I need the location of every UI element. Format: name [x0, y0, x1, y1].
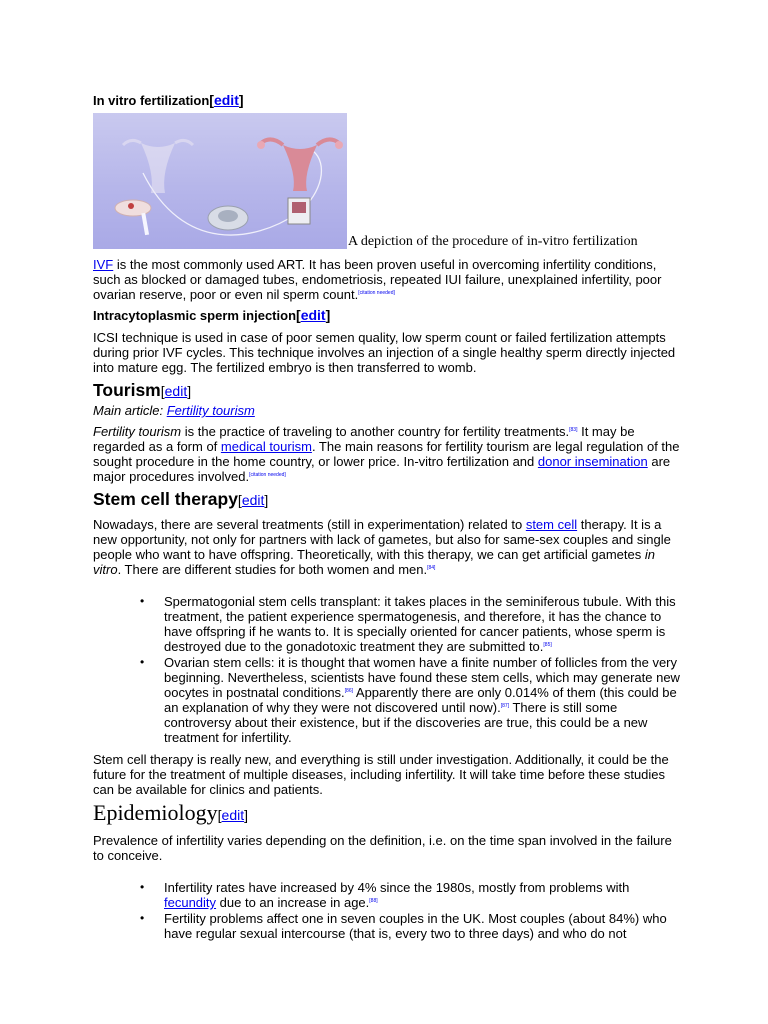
petri-dish-icon	[115, 200, 151, 216]
tourism-edit-link[interactable]: edit	[164, 383, 188, 399]
list-item: • Infertility rates have increased by 4% since the 1980s, mostly from problems with fecundity due to an increase in age.[88]	[93, 880, 683, 910]
syringe-icon	[141, 213, 149, 235]
stem-cell-link[interactable]: stem cell	[525, 517, 578, 532]
ref-88[interactable]: [88]	[369, 898, 378, 904]
ivf-illustration	[93, 113, 347, 249]
list-item: • Ovarian stem cells: it is thought that women have a finite number of follicles from the very beginning. Nevertheless, scientists have found these stem cells, which may generate new oocytes in postnatal conditions.[86] Apparently there are only 0.014% of them (this could be an explanation of why they were not discovered until now).[87] There is still some controversy about their existence, but if the discoveries are true, this could be a new treatment for infertility.	[93, 655, 683, 745]
ref-84[interactable]: [84]	[427, 565, 436, 571]
stem-cell-edit-link[interactable]: edit	[241, 492, 265, 508]
monitor-icon	[288, 198, 310, 224]
citation-needed[interactable]: [citation needed]	[249, 472, 286, 478]
tourism-heading: Tourism[edit]	[93, 380, 192, 400]
icsi-edit-link[interactable]: edit	[300, 307, 326, 323]
fecundity-link[interactable]: fecundity	[164, 895, 217, 910]
fertility-tourism-link[interactable]: Fertility tourism	[166, 403, 255, 418]
stem-cell-paragraph-2: Stem cell therapy is really new, and everything is still under investigation. Additionally, it could be the future for the treatment of multiple diseases, including infertility. It will take time before these studies can be available for clinics and patients.	[93, 752, 669, 797]
ivf-heading: In vitro fertilization[edit]	[93, 92, 244, 108]
stem-cell-list	[93, 594, 683, 745]
ivf-figure	[93, 113, 683, 249]
donor-insemination-link[interactable]: donor insemination	[537, 454, 648, 469]
epidemiology-edit-link[interactable]: edit	[221, 807, 245, 823]
list-item: • Spermatogonial stem cells transplant: it takes places in the seminiferous tubule. With this treatment, the patient experience spermatogenesis, and therefore, it has the chance to have offspring if he wants to. It is specially oriented for cancer patients, whose sperm is destroyed due to the gonadotoxic treatment they are submitted to.[85]	[93, 594, 683, 654]
article-body	[93, 92, 683, 941]
ref-83[interactable]: [83]	[569, 427, 578, 433]
epidemiology-heading: Epidemiology[edit]	[93, 800, 249, 825]
list-item: • Fertility problems affect one in seven couples in the UK. Most couples (about 84%) who have regular sexual intercourse (that is, every two to three days) and who do not	[93, 911, 683, 941]
ivf-edit-link[interactable]: edit	[213, 92, 239, 108]
epidemiology-paragraph: Prevalence of infertility varies depending on the definition, i.e. on the time span involved in the failure to conceive.	[93, 833, 672, 863]
uterus-left-icon	[123, 140, 193, 193]
main-article-note: Main article: Fertility tourism	[93, 403, 255, 418]
uterus-right-icon	[257, 139, 343, 191]
ivf-procedure-illustration	[93, 113, 347, 249]
stem-cell-paragraph-1: Nowadays, there are several treatments (still in experimentation) related to stem cell therapy. It is a new opportunity, not only for partners with lack of gametes, but also for same-sex couples and single people who want to have offspring. Theoretically, with this therapy, we can get artificial gametes in vitro. There are different studies for both women and men.[84]	[93, 517, 671, 577]
ivf-link[interactable]: IVF	[93, 257, 114, 272]
ref-86[interactable]: [86]	[344, 688, 354, 694]
epidemiology-list	[93, 880, 683, 941]
ref-87[interactable]: [87]	[500, 703, 510, 709]
medical-tourism-link[interactable]: medical tourism	[220, 439, 312, 454]
citation-needed[interactable]: [citation needed]	[358, 290, 395, 296]
icsi-paragraph: ICSI technique is used in case of poor semen quality, low sperm count or failed fertilization attempts during prior IVF cycles. This technique involves an injection of a single healthy sperm directly injected into mature egg. The fertilized embryo is then transferred to womb.	[93, 330, 676, 375]
figure-caption: A depiction of the procedure of in-vitro fertilization	[348, 234, 638, 249]
tourism-paragraph: Fertility tourism is the practice of traveling to another country for fertility treatments.[83] It may be regarded as a form of medical tourism. The main reasons for fertility tourism are legal regulation of the sought procedure in the home country, or lower price. In-vitro fertilization and donor insemination are major procedures involved.[citation needed]	[93, 424, 680, 484]
ivf-paragraph: IVF is the most commonly used ART. It has been proven useful in overcoming infertility conditions, such as blocked or damaged tubes, endometriosis, repeated IUI failure, unexplained infertility, poor ovarian reserve, poor or even nil sperm count.[citation needed]	[93, 257, 662, 302]
icsi-heading: Intracytoplasmic sperm injection[edit]	[93, 307, 331, 323]
stem-cell-heading: Stem cell therapy[edit]	[93, 489, 269, 509]
microscope-icon	[208, 206, 248, 230]
ref-85[interactable]: [85]	[543, 642, 552, 648]
